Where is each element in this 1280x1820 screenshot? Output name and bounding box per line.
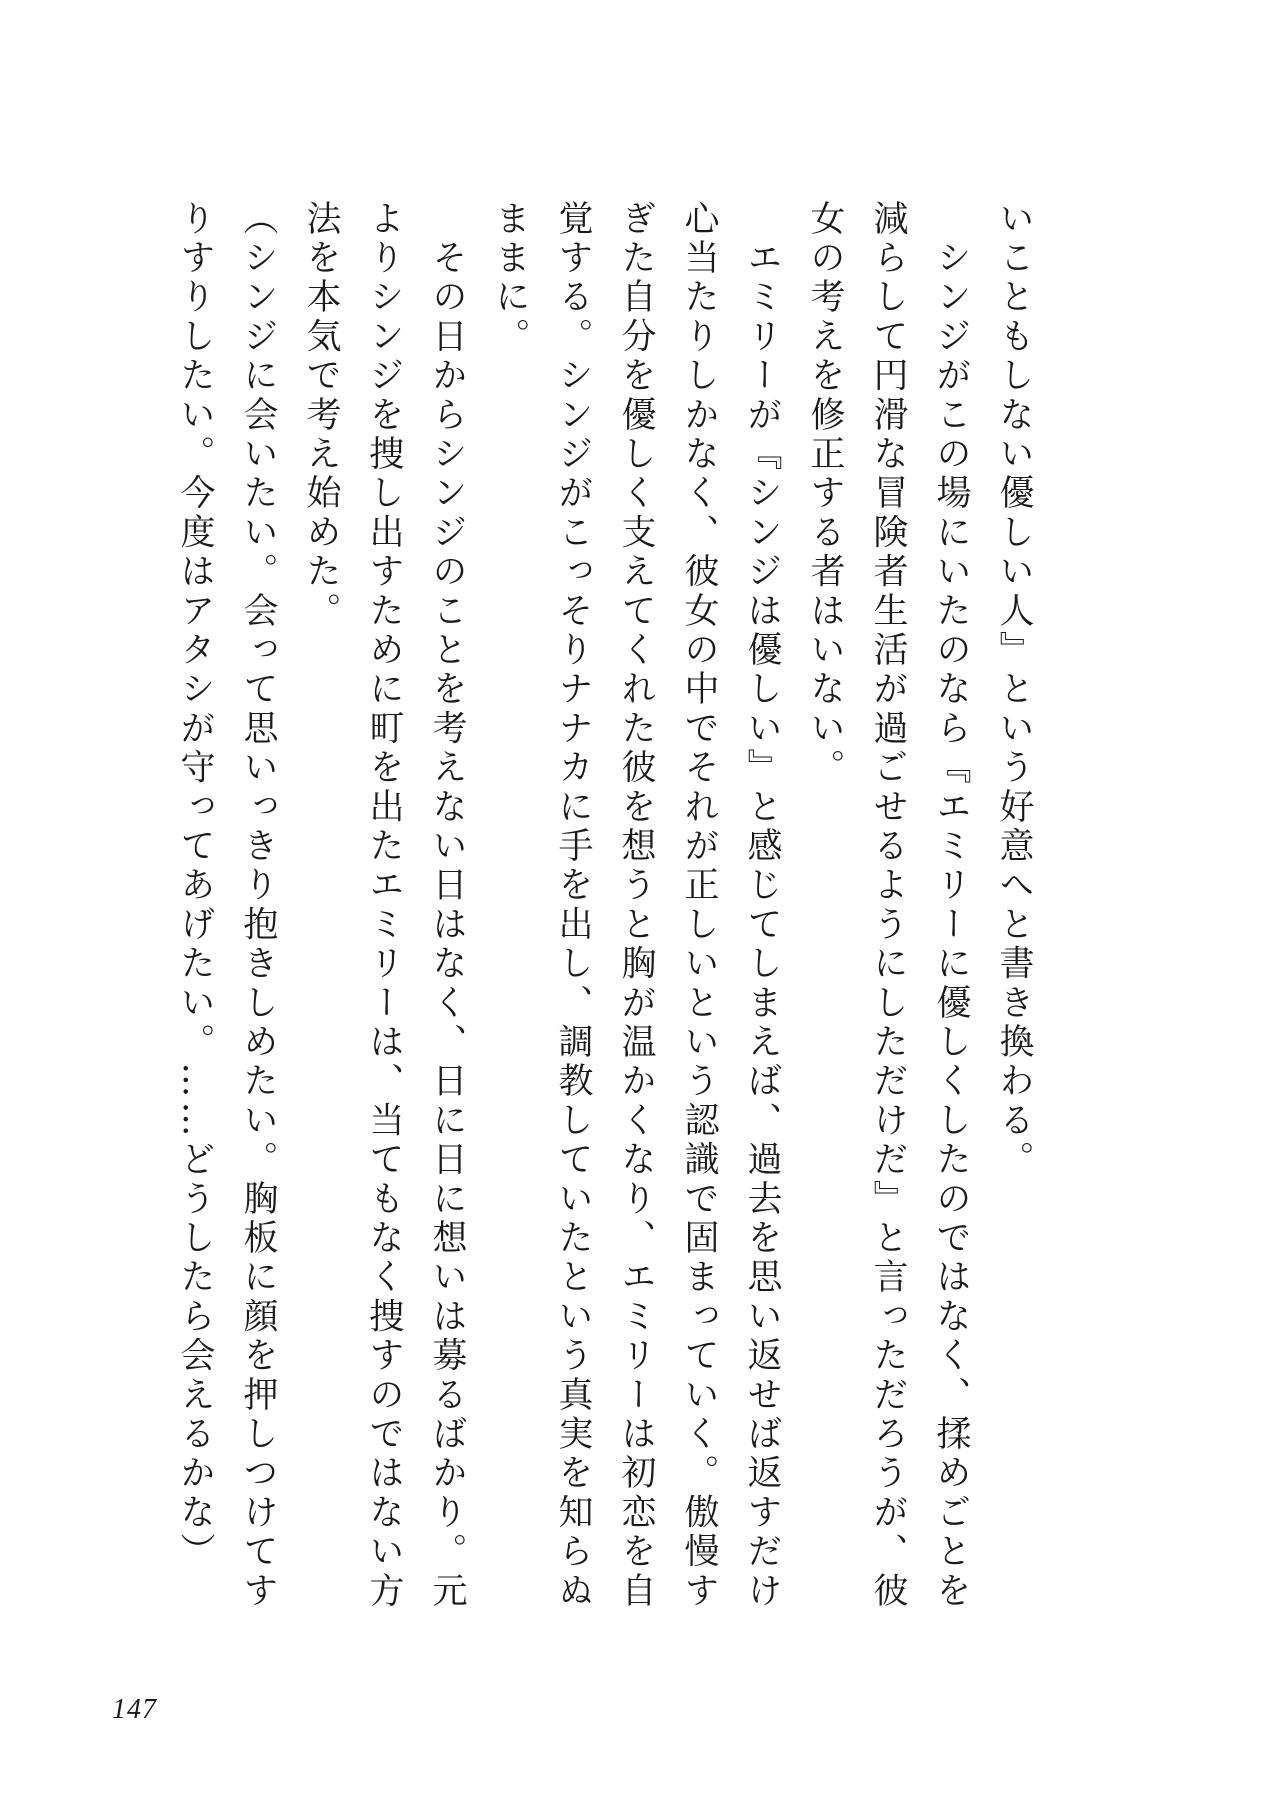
- text-line: その日からシンジのことを考えない日はなく、日に日に想いは募るばかり。元: [427, 200, 467, 1612]
- vertical-text-body: [175, 200, 1045, 1612]
- text-line: よりシンジを捜し出すために町を出たエミリーは、当てもなく捜すのではない方: [364, 200, 404, 1612]
- page-number: 147: [112, 1694, 157, 1725]
- text-line: 法を本気で考え始めた。: [301, 200, 341, 632]
- text-line: シンジがこの場にいたのなら『エミリーに優しくしたのではなく、揉めごとを: [931, 200, 971, 1612]
- text-line: 覚する。シンジがこっそりナナカに手を出し、調教していたという真実を知らぬ: [553, 200, 593, 1612]
- text-line: ぎた自分を優しく支えてくれた彼を想うと胸が温かくなり、エミリーは初恋を自: [616, 200, 656, 1612]
- text-line: りすりしたい。今度はアタシが守ってあげたい。……どうしたら会えるかな）: [175, 200, 215, 1572]
- text-line: エミリーが『シンジは優しい』と感じてしまえば、過去を思い返せば返すだけ: [742, 200, 782, 1612]
- text-line: 心当たりしかなく、彼女の中でそれが正しいという認識で固まっていく。傲慢す: [679, 200, 719, 1612]
- text-line: 女の考えを修正する者はいない。: [805, 200, 845, 788]
- text-line: ままに。: [490, 200, 530, 357]
- text-line: 減らして円滑な冒険者生活が過ごせるようにしただけだ』と言っただろうが、彼: [868, 200, 908, 1612]
- text-line: いこともしない優しい人』という好意へと書き換わる。: [994, 200, 1034, 1180]
- text-line: （シンジに会いたい。会って思いっきり抱きしめたい。胸板に顔を押しつけてす: [238, 200, 278, 1612]
